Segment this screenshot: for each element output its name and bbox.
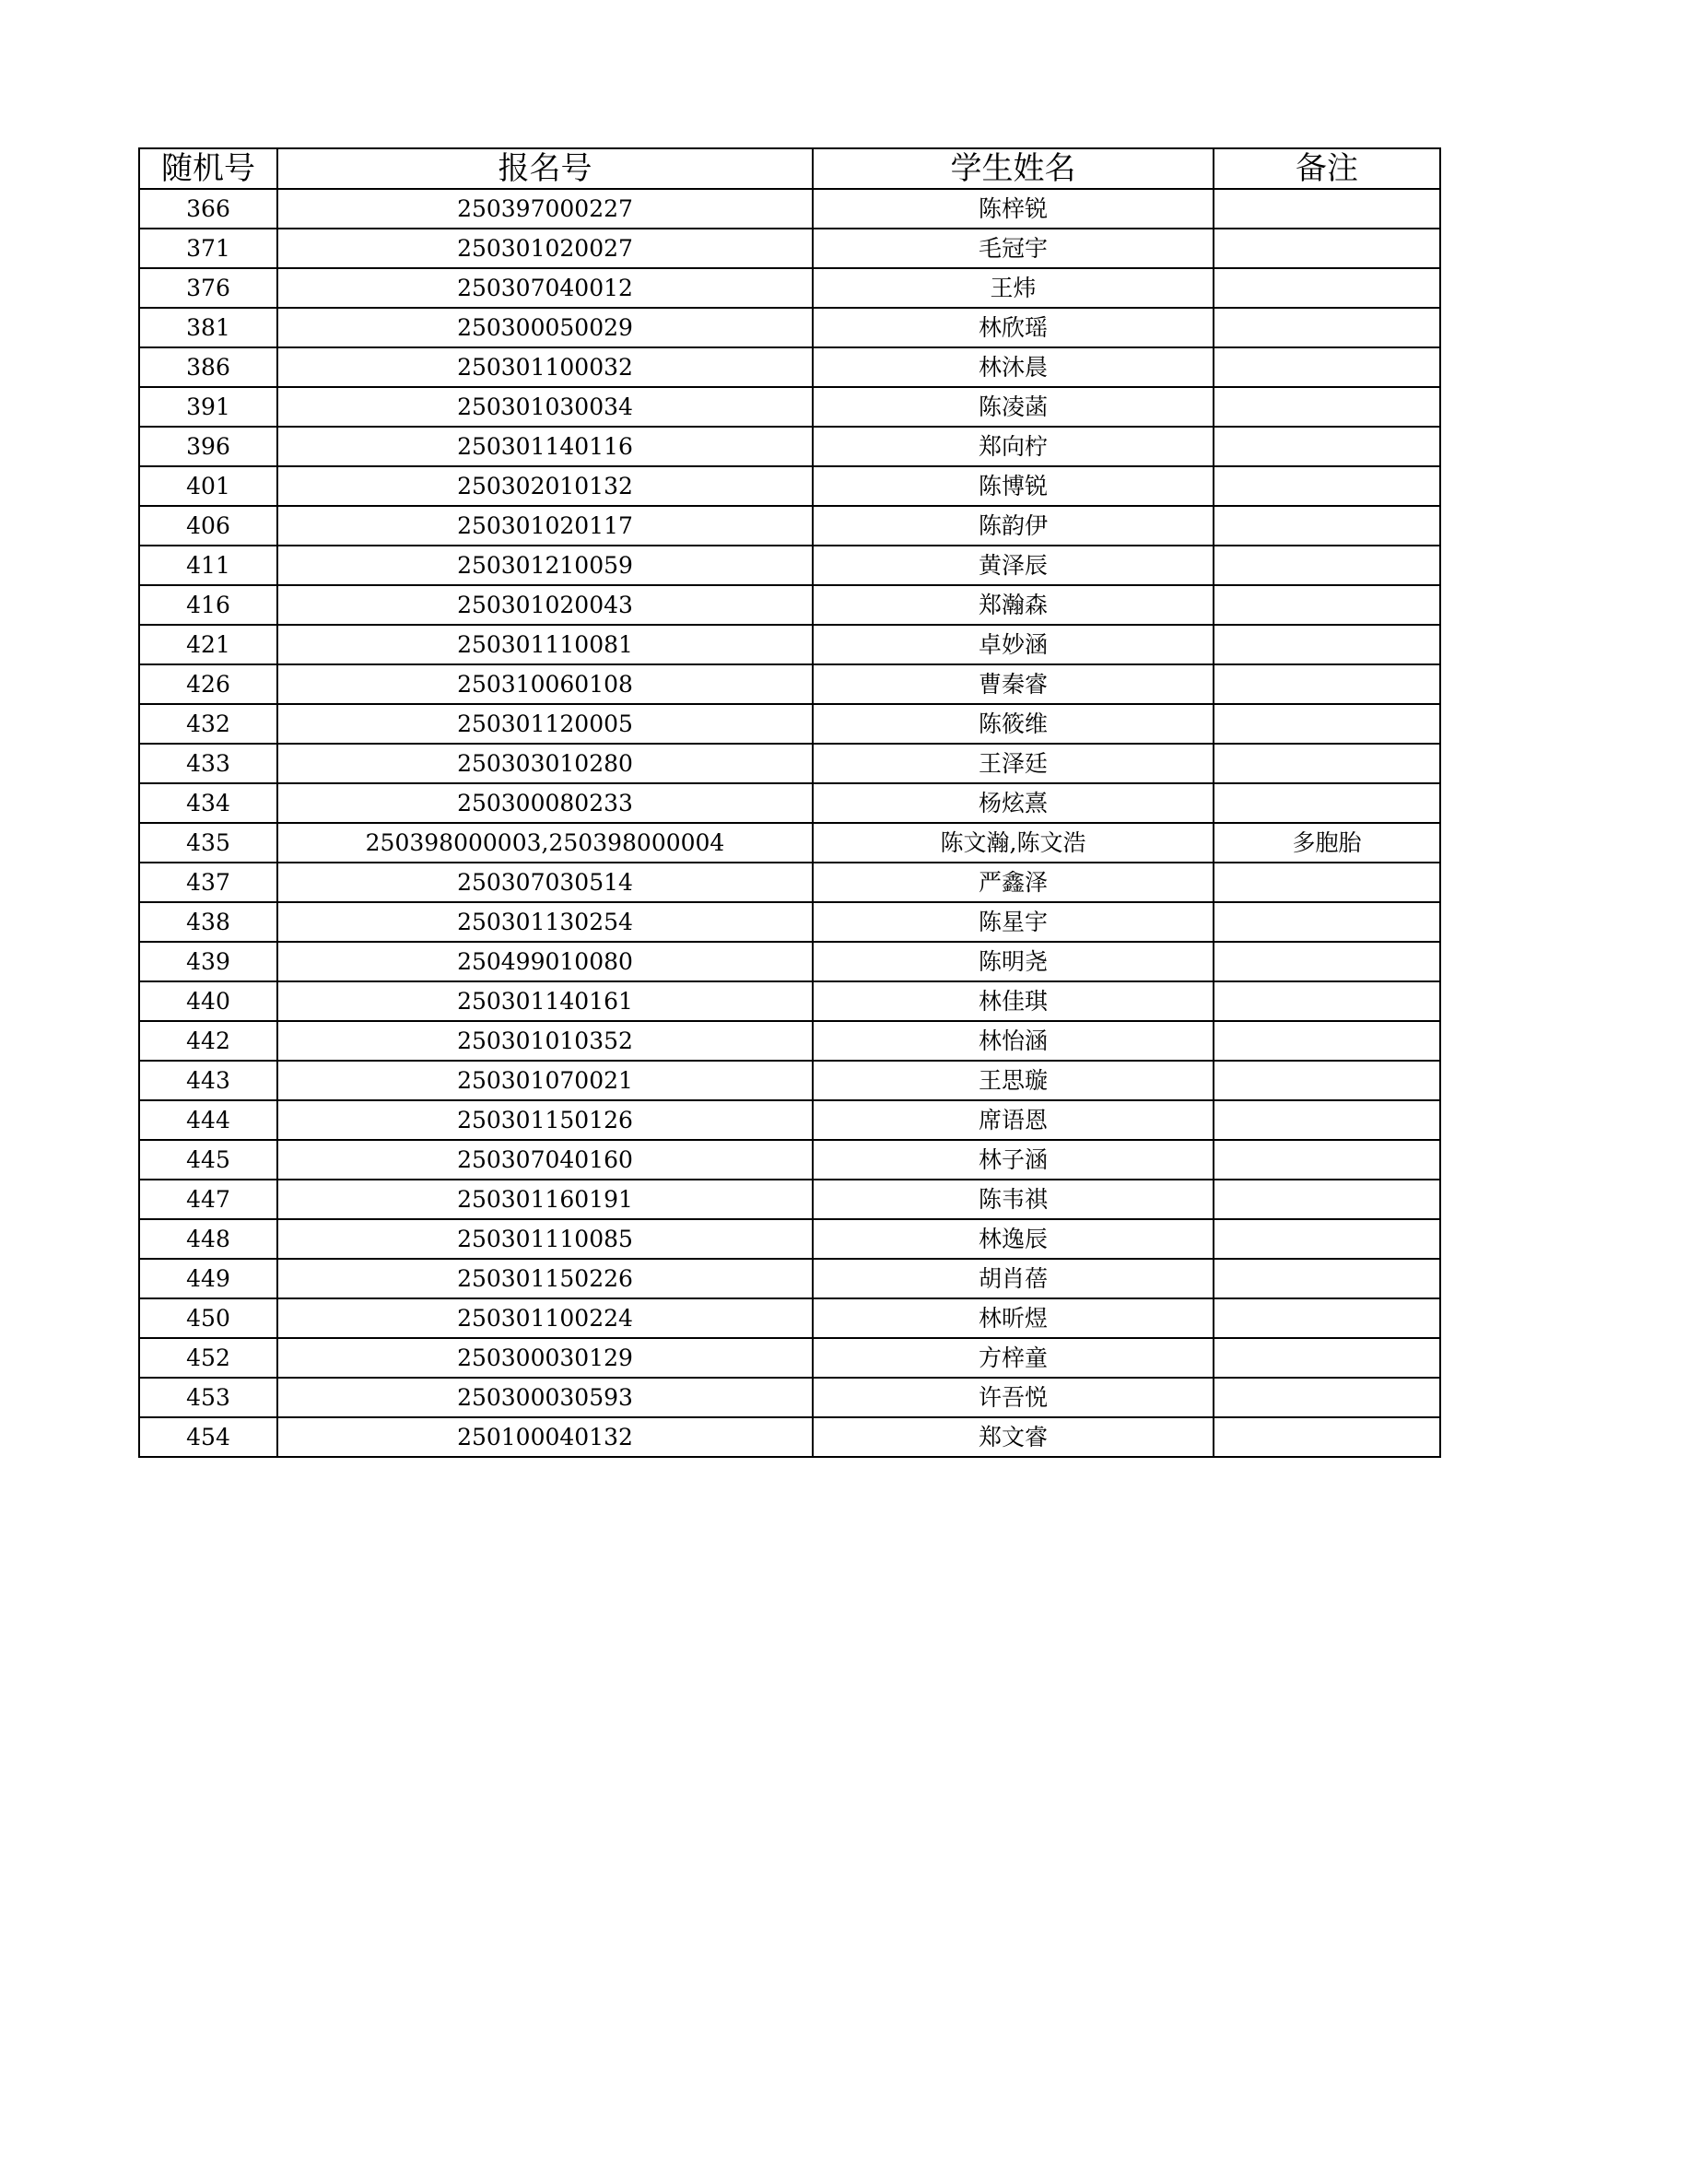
cell-registration-number: 250301100224 [277, 1298, 813, 1338]
cell-student-name: 陈韵伊 [813, 506, 1214, 546]
cell-note [1214, 427, 1440, 466]
cell-student-name: 陈凌菡 [813, 387, 1214, 427]
cell-student-name: 林怡涵 [813, 1021, 1214, 1061]
cell-note [1214, 625, 1440, 664]
cell-student-name: 胡肖蓓 [813, 1259, 1214, 1298]
cell-random-number: 437 [139, 863, 277, 902]
cell-random-number: 416 [139, 585, 277, 625]
cell-registration-number: 250301100032 [277, 347, 813, 387]
cell-student-name: 陈韦祺 [813, 1180, 1214, 1219]
cell-note [1214, 1100, 1440, 1140]
cell-student-name: 黄泽辰 [813, 546, 1214, 585]
cell-note [1214, 1378, 1440, 1417]
cell-note [1214, 1338, 1440, 1378]
cell-registration-number: 250398000003,250398000004 [277, 823, 813, 863]
cell-registration-number: 250300030129 [277, 1338, 813, 1378]
cell-registration-number: 250301210059 [277, 546, 813, 585]
table-row [139, 863, 1440, 902]
roster-sheet [138, 147, 1441, 1458]
cell-student-name: 陈星宇 [813, 902, 1214, 942]
header-student-name: 学生姓名 [813, 148, 1214, 189]
table-row [139, 902, 1440, 942]
cell-random-number: 426 [139, 664, 277, 704]
cell-registration-number: 250301150226 [277, 1259, 813, 1298]
table-row [139, 387, 1440, 427]
cell-random-number: 454 [139, 1417, 277, 1457]
cell-random-number: 444 [139, 1100, 277, 1140]
table-row [139, 1140, 1440, 1180]
cell-random-number: 366 [139, 189, 277, 229]
cell-note [1214, 308, 1440, 347]
cell-student-name: 严鑫泽 [813, 863, 1214, 902]
cell-random-number: 433 [139, 744, 277, 783]
cell-note [1214, 189, 1440, 229]
cell-registration-number: 250301140161 [277, 981, 813, 1021]
cell-student-name: 杨炫熹 [813, 783, 1214, 823]
cell-note [1214, 704, 1440, 744]
cell-registration-number: 250300050029 [277, 308, 813, 347]
cell-registration-number: 250301160191 [277, 1180, 813, 1219]
cell-random-number: 447 [139, 1180, 277, 1219]
cell-registration-number: 250100040132 [277, 1417, 813, 1457]
cell-note [1214, 1417, 1440, 1457]
cell-registration-number: 250301110085 [277, 1219, 813, 1259]
table-row [139, 783, 1440, 823]
cell-registration-number: 250301130254 [277, 902, 813, 942]
table-row [139, 942, 1440, 981]
cell-registration-number: 250302010132 [277, 466, 813, 506]
table-row [139, 625, 1440, 664]
cell-random-number: 452 [139, 1338, 277, 1378]
table-row [139, 427, 1440, 466]
cell-student-name: 陈文瀚,陈文浩 [813, 823, 1214, 863]
cell-random-number: 381 [139, 308, 277, 347]
cell-random-number: 432 [139, 704, 277, 744]
cell-note [1214, 1021, 1440, 1061]
cell-random-number: 450 [139, 1298, 277, 1338]
cell-note [1214, 1061, 1440, 1100]
cell-student-name: 陈梓锐 [813, 189, 1214, 229]
cell-registration-number: 250307030514 [277, 863, 813, 902]
table-row [139, 704, 1440, 744]
cell-student-name: 林昕煜 [813, 1298, 1214, 1338]
cell-student-name: 林欣瑶 [813, 308, 1214, 347]
cell-random-number: 439 [139, 942, 277, 981]
cell-random-number: 376 [139, 268, 277, 308]
cell-student-name: 王泽廷 [813, 744, 1214, 783]
cell-random-number: 445 [139, 1140, 277, 1180]
table-row [139, 1180, 1440, 1219]
cell-random-number: 438 [139, 902, 277, 942]
cell-note [1214, 981, 1440, 1021]
cell-registration-number: 250303010280 [277, 744, 813, 783]
cell-registration-number: 250499010080 [277, 942, 813, 981]
cell-registration-number: 250301140116 [277, 427, 813, 466]
cell-random-number: 391 [139, 387, 277, 427]
cell-registration-number: 250397000227 [277, 189, 813, 229]
cell-note [1214, 229, 1440, 268]
cell-registration-number: 250301020043 [277, 585, 813, 625]
cell-note [1214, 466, 1440, 506]
table-row [139, 268, 1440, 308]
cell-registration-number: 250301150126 [277, 1100, 813, 1140]
cell-random-number: 396 [139, 427, 277, 466]
cell-student-name: 林沐晨 [813, 347, 1214, 387]
cell-student-name: 林佳琪 [813, 981, 1214, 1021]
cell-random-number: 411 [139, 546, 277, 585]
cell-registration-number: 250301030034 [277, 387, 813, 427]
cell-student-name: 卓妙涵 [813, 625, 1214, 664]
cell-random-number: 443 [139, 1061, 277, 1100]
cell-student-name: 郑向柠 [813, 427, 1214, 466]
header-row [139, 148, 1440, 189]
cell-registration-number: 250300030593 [277, 1378, 813, 1417]
cell-student-name: 方梓童 [813, 1338, 1214, 1378]
cell-registration-number: 250301020117 [277, 506, 813, 546]
cell-registration-number: 250301070021 [277, 1061, 813, 1100]
cell-note [1214, 347, 1440, 387]
header-random-number: 随机号 [139, 148, 277, 189]
cell-student-name: 陈明尧 [813, 942, 1214, 981]
cell-registration-number: 250301010352 [277, 1021, 813, 1061]
cell-registration-number: 250301110081 [277, 625, 813, 664]
cell-random-number: 442 [139, 1021, 277, 1061]
table-row [139, 1378, 1440, 1417]
cell-note [1214, 744, 1440, 783]
cell-note [1214, 585, 1440, 625]
table-row [139, 506, 1440, 546]
cell-random-number: 371 [139, 229, 277, 268]
cell-student-name: 林逸辰 [813, 1219, 1214, 1259]
cell-note [1214, 1298, 1440, 1338]
cell-note [1214, 1140, 1440, 1180]
table-row [139, 1061, 1440, 1100]
table-row [139, 1100, 1440, 1140]
cell-random-number: 421 [139, 625, 277, 664]
cell-student-name: 郑文睿 [813, 1417, 1214, 1457]
table-row [139, 1219, 1440, 1259]
cell-note [1214, 1219, 1440, 1259]
table-header [139, 148, 1440, 189]
table-row [139, 1417, 1440, 1457]
cell-note [1214, 1180, 1440, 1219]
table-row [139, 466, 1440, 506]
table-row [139, 347, 1440, 387]
cell-student-name: 王思璇 [813, 1061, 1214, 1100]
header-note: 备注 [1214, 148, 1440, 189]
table-row [139, 229, 1440, 268]
table-row [139, 823, 1440, 863]
cell-note [1214, 942, 1440, 981]
table-row [139, 189, 1440, 229]
cell-student-name: 曹秦睿 [813, 664, 1214, 704]
cell-note [1214, 664, 1440, 704]
cell-student-name: 陈筱维 [813, 704, 1214, 744]
cell-random-number: 386 [139, 347, 277, 387]
cell-registration-number: 250307040160 [277, 1140, 813, 1180]
table-row [139, 546, 1440, 585]
table-row [139, 664, 1440, 704]
table-row [139, 1298, 1440, 1338]
cell-student-name: 郑瀚森 [813, 585, 1214, 625]
cell-random-number: 434 [139, 783, 277, 823]
cell-student-name: 王炜 [813, 268, 1214, 308]
cell-random-number: 440 [139, 981, 277, 1021]
cell-note [1214, 387, 1440, 427]
table-row [139, 1338, 1440, 1378]
cell-random-number: 448 [139, 1219, 277, 1259]
cell-note [1214, 506, 1440, 546]
cell-note [1214, 1259, 1440, 1298]
cell-student-name: 许吾悦 [813, 1378, 1214, 1417]
cell-note [1214, 546, 1440, 585]
cell-note [1214, 268, 1440, 308]
cell-random-number: 435 [139, 823, 277, 863]
cell-registration-number: 250301120005 [277, 704, 813, 744]
cell-note: 多胞胎 [1214, 823, 1440, 863]
cell-registration-number: 250307040012 [277, 268, 813, 308]
cell-student-name: 席语恩 [813, 1100, 1214, 1140]
cell-random-number: 401 [139, 466, 277, 506]
table-row [139, 1021, 1440, 1061]
cell-random-number: 453 [139, 1378, 277, 1417]
student-roster-table [138, 147, 1441, 1458]
header-registration-number: 报名号 [277, 148, 813, 189]
table-row [139, 981, 1440, 1021]
table-row [139, 585, 1440, 625]
cell-student-name: 陈博锐 [813, 466, 1214, 506]
cell-note [1214, 863, 1440, 902]
cell-random-number: 406 [139, 506, 277, 546]
table-row [139, 744, 1440, 783]
table-row [139, 1259, 1440, 1298]
cell-note [1214, 783, 1440, 823]
cell-student-name: 林子涵 [813, 1140, 1214, 1180]
table-body [139, 189, 1440, 1457]
cell-student-name: 毛冠宇 [813, 229, 1214, 268]
cell-registration-number: 250310060108 [277, 664, 813, 704]
cell-note [1214, 902, 1440, 942]
table-row [139, 308, 1440, 347]
cell-registration-number: 250300080233 [277, 783, 813, 823]
cell-registration-number: 250301020027 [277, 229, 813, 268]
cell-random-number: 449 [139, 1259, 277, 1298]
